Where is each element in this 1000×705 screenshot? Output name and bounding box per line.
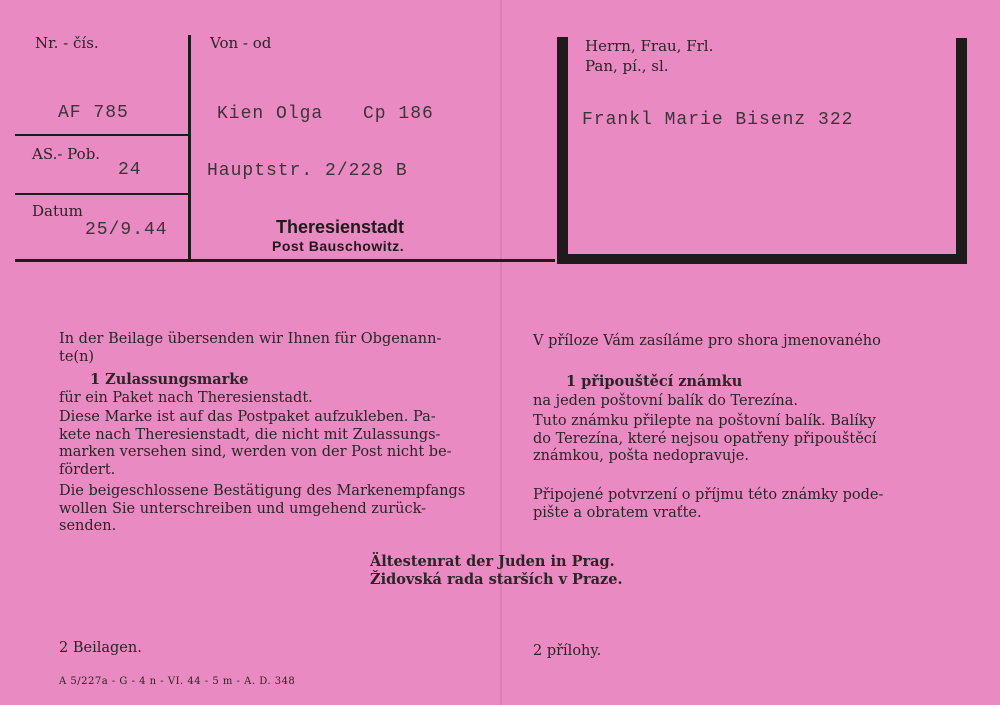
divider-h2 xyxy=(15,193,188,195)
paper-fold xyxy=(500,0,502,705)
datum-label: Datum xyxy=(32,202,83,220)
divider-h1 xyxy=(15,134,188,136)
as-label: AS.- Pob. xyxy=(32,145,101,163)
as-value: 24 xyxy=(118,160,142,180)
print-code: A 5/227a - G - 4 n - VI. 44 - 5 m - A. D. 348 xyxy=(59,676,296,687)
stamp-theresienstadt: Theresienstadt xyxy=(276,217,405,237)
czech-body2: Tuto známku přilepte na poštovní balík. Balíky do Terezína, které nejsou opatřeny připouštěcí známkou, pošta nedopravuje. xyxy=(533,413,877,464)
von-label: Von - od xyxy=(210,34,272,52)
german-body1: für ein Paket nach Theresienstadt. xyxy=(59,390,313,406)
recipient-label-de: Herrn, Frau, Frl. xyxy=(585,37,714,55)
divider-bottom xyxy=(15,259,555,262)
sender-cp: Cp 186 xyxy=(363,104,434,124)
german-item: 1 Zulassungsmarke xyxy=(90,371,249,388)
signature-czech: Židovská rada starších v Praze. xyxy=(370,571,623,588)
recipient-border-bottom xyxy=(557,254,967,264)
german-intro: In der Beilage übersenden wir Ihnen für Obgenann- te(n) xyxy=(59,331,442,365)
german-body3: Die beigeschlossene Bestätigung des Markenempfangs wollen Sie unterschreiben und umgehend zurück- senden. xyxy=(59,483,466,534)
czech-item: 1 připouštěcí známku xyxy=(566,373,743,390)
datum-value: 25/9.44 xyxy=(85,220,168,240)
czech-intro: V příloze Vám zasíláme pro shora jmenovaného xyxy=(533,333,881,349)
sender-address: Hauptstr. 2/228 B xyxy=(207,161,408,181)
nr-label: Nr. - čís. xyxy=(35,34,99,52)
czech-body3: Připojené potvrzení o příjmu této známky pode- pište a obratem vraťte. xyxy=(533,487,884,521)
recipient-label-cz: Pan, pí., sl. xyxy=(585,57,669,75)
czech-body1: na jeden poštovní balík do Terezína. xyxy=(533,393,798,409)
czech-enclosures: 2 přílohy. xyxy=(533,643,602,659)
signature-german: Ältestenrat der Juden in Prag. xyxy=(370,553,615,570)
nr-value: AF 785 xyxy=(58,103,129,123)
recipient-border-right xyxy=(956,38,967,255)
sender-name: Kien Olga xyxy=(217,104,324,124)
german-body2: Diese Marke ist auf das Postpaket aufzukleben. Pa- kete nach Theresienstadt, die nicht mit Zulassungs- marken versehen sind, werden von der Post nicht be- fördert. xyxy=(59,409,452,478)
stamp-post: Post Bauschowitz. xyxy=(272,238,405,254)
recipient-border-left xyxy=(557,37,568,255)
recipient-address: Frankl Marie Bisenz 322 xyxy=(582,110,854,130)
divider-vertical-left xyxy=(188,35,191,259)
german-enclosures: 2 Beilagen. xyxy=(59,640,142,656)
